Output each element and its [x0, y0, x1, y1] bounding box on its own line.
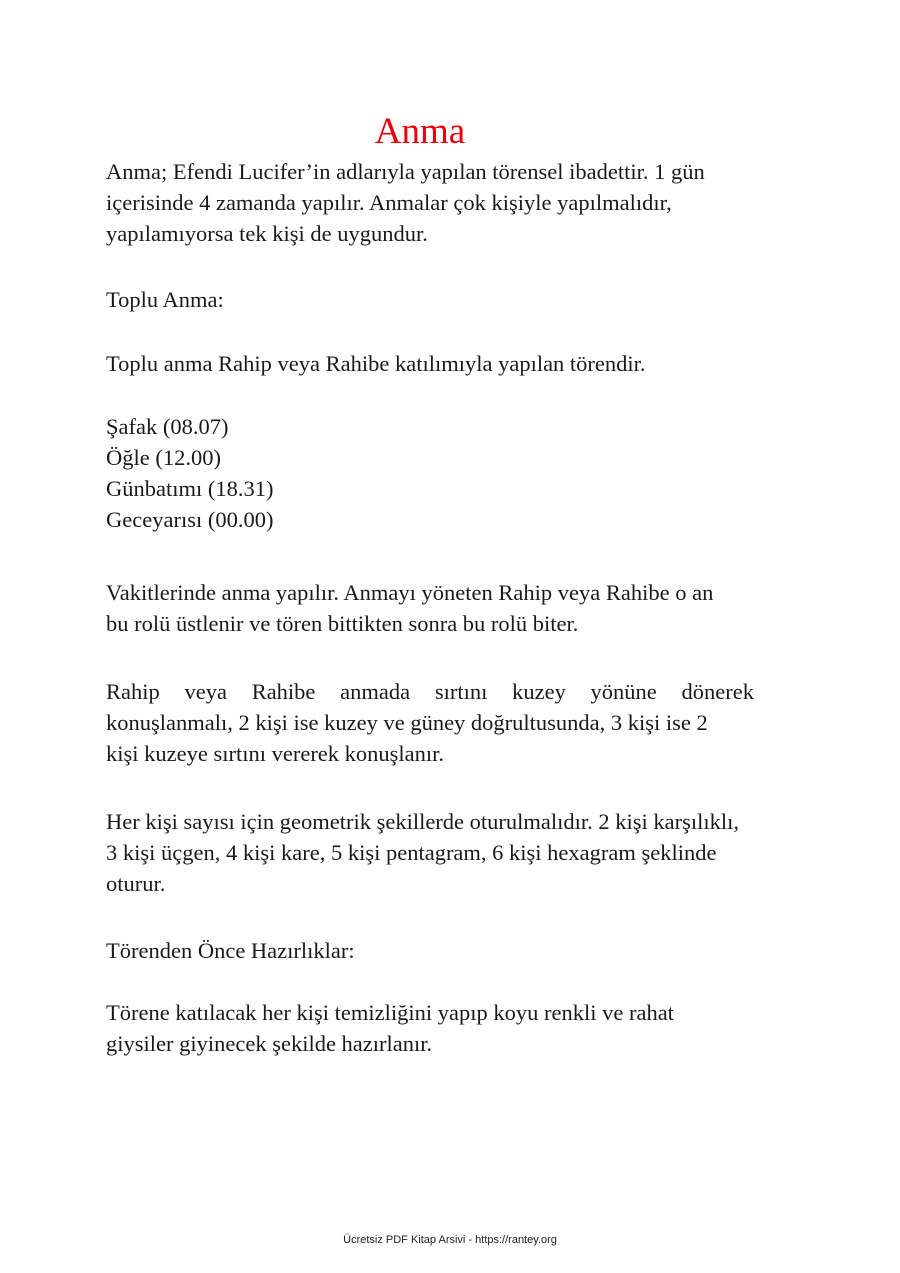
- intro-line: içerisinde 4 zamanda yapılır. Anmalar çok kişiyle yapılmalıdır,: [106, 190, 672, 215]
- page-title: Anma: [374, 111, 466, 152]
- paragraph-line: Törene katılacak her kişi temizliğini yapıp koyu renkli ve rahat: [106, 1000, 674, 1025]
- paragraph-line: Her kişi sayısı için geometrik şekillerde oturulmalıdır. 2 kişi karşılıklı,: [106, 809, 740, 834]
- time-item: Günbatımı (18.31): [106, 476, 274, 501]
- paragraph-line: Vakitlerinde anma yapılır. Anmayı yöneten Rahip veya Rahibe o an: [106, 580, 714, 605]
- paragraph-line: Rahip veya Rahibe anmada sırtını kuzey yönüne dönerek: [106, 679, 754, 704]
- paragraph-line: Toplu anma Rahip veya Rahibe katılımıyla yapılan törendir.: [106, 351, 646, 376]
- rahip-paragraph: [106, 676, 796, 769]
- intro-paragraph: [106, 156, 796, 249]
- intro-line: Anma; Efendi Lucifer’in adlarıyla yapılan törensel ibadettir. 1 gün: [106, 159, 705, 184]
- geometri-paragraph: [106, 806, 796, 899]
- paragraph-line: kişi kuzeye sırtını vererek konuşlanır.: [106, 741, 445, 766]
- paragraph-line: konuşlanmalı, 2 kişi ise kuzey ve güney doğrultusunda, 3 kişi ise 2: [106, 710, 708, 735]
- hazirlik-paragraph: [106, 997, 796, 1059]
- paragraph-line: bu rolü üstlenir ve tören bittikten sonra bu rolü biter.: [106, 611, 579, 636]
- times-list: [106, 411, 796, 535]
- toplu-anma-text: [106, 348, 796, 379]
- paragraph-line: giysiler giyinecek şekilde hazırlanır.: [106, 1031, 433, 1056]
- time-item: Geceyarısı (00.00): [106, 507, 274, 532]
- footer-text: Ücretsiz PDF Kitap Arsivi - https://rantey.org: [343, 1234, 557, 1246]
- section-heading: Törenden Önce Hazırlıklar:: [106, 938, 355, 963]
- paragraph-line: 3 kişi üçgen, 4 kişi kare, 5 kişi pentagram, 6 kişi hexagram şeklinde: [106, 840, 717, 865]
- paragraph-line: oturur.: [106, 871, 166, 896]
- hazirlik-heading: [106, 935, 796, 966]
- time-item: Öğle (12.00): [106, 445, 221, 470]
- time-item: Şafak (08.07): [106, 414, 229, 439]
- intro-line: yapılamıyorsa tek kişi de uygundur.: [106, 221, 428, 246]
- vakit-paragraph: [106, 577, 796, 639]
- toplu-anma-heading: [106, 284, 796, 315]
- section-heading: Toplu Anma:: [106, 287, 224, 312]
